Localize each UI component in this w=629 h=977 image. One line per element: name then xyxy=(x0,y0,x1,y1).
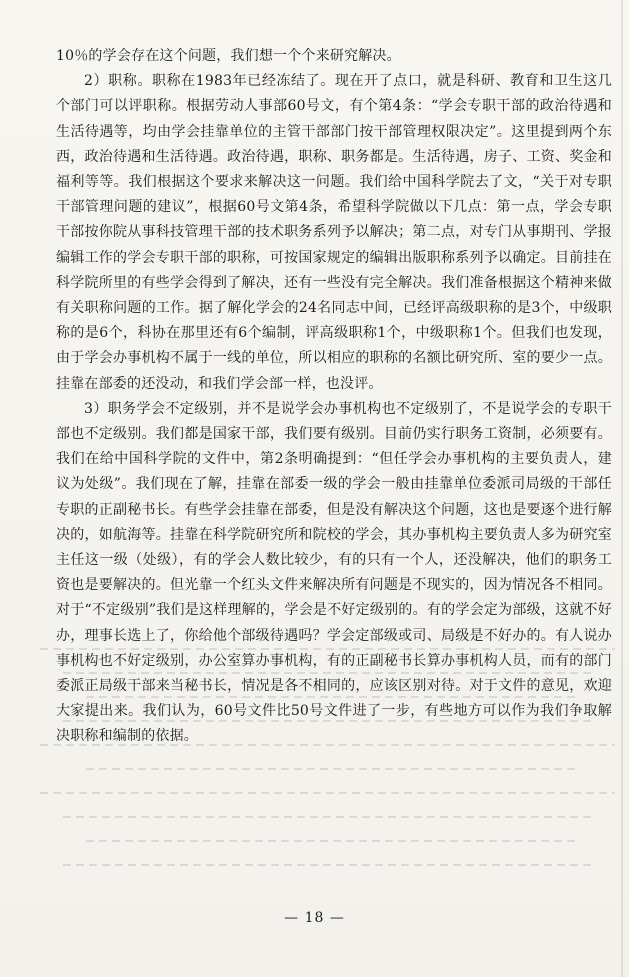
bleed-line xyxy=(86,840,575,842)
paragraph-1: 10％的学会存在这个问题，我们想一个个来研究解决。 xyxy=(56,48,401,64)
bleed-line xyxy=(63,864,592,866)
bleed-line xyxy=(63,816,592,818)
page-edge xyxy=(621,0,623,977)
page-number: — 18 — xyxy=(284,910,345,926)
body-text xyxy=(56,44,612,750)
bleed-line xyxy=(86,768,575,770)
paragraph-3-position-rank: 3）职务学会不定级别，并不是说学会办事机构也不定级别了，不是说学会的专职干部也不定级别。我们都是国家干部，我们要有级别。目前仍实行职务工资制，必须要有。我们在给中国科学院的文件中，第2条明确提到：“但任学会办事机构的主要负责人，建议为处级”。我们现在了解，挂靠在部委一级的学会一般由挂靠单位委派司局级的干部任专职的正副秘书长。有些学会挂靠在部委，但是没有解决这个问题，这也是要逐个进行解决的，如航海等。挂靠在科学院研究所和院校的学会，其办事机构主要负责人多为研究室主任这一级（处级），有的学会人数比较少，有的只有一个人，还没解决，他们的职务工资也是要解决的。但光靠一个红头文件来解决所有问题是不现实的，因为情况各不相同。对于“不定级别”我们是这样理解的，学会是不好定级别的。有的学会定为部级，这就不好办，理事长选上了，你给他个部级待遇吗？学会定部级或司、局级是不好办的。有人说办事机构也不好定级别，办公室算办事机构，有的正副秘书长算办事机构人员，而有的部门委派正局级干部来当秘书长，情况是各不相同的，应该区别对待。对于文件的意见，欢迎大家提出来。我们认为，60号文件比50号文件进了一步，有些地方可以作为我们争取解决职称和编制的依据。 xyxy=(56,400,612,745)
paragraph-2-professional-titles: 2）职称。职称在1983年已经冻结了。现在开了点口，就是科研、教育和卫生这几个部门可以评职称。根据劳动人事部60号文，有个第4条：“学会专职干部的政治待遇和生活待遇等，均由学会挂靠单位的主管干部部门按干部管理权限决定”。这里提到两个东西，政治待遇和生活待遇。政治待遇，职称、职务都是。生活待遇，房子、工资、奖金和福利等等。我们根据这个要求来解决这一问题。我们给中国科学院去了文，“关于对专职干部管理问题的建议”，根据60号文第4条，希望科学院做以下几点：第一点，学会专职干部按你院从事科技管理干部的技术职务系列予以解决；第二点，对专门从事期刊、学报编辑工作的学会专职干部的职称，可按国家规定的编辑出版职称系列予以确定。目前挂在科学院所里的有些学会得到了解决，还有一些没有完全解决。我们准备根据这个精神来做有关职称问题的工作。据了解化学会的24名同志中间，已经评高级职称的是3个，中级职称的是6个，科协在那里还有6个编制，评高级职称1个，中级职称1个。但我们也发现，由于学会办事机构不属于一线的单位，所以相应的职称的名额比研究所、室的要少一点。挂靠在部委的还没动，和我们学会部一样，也没评。 xyxy=(56,73,612,392)
bleed-line xyxy=(40,792,615,794)
